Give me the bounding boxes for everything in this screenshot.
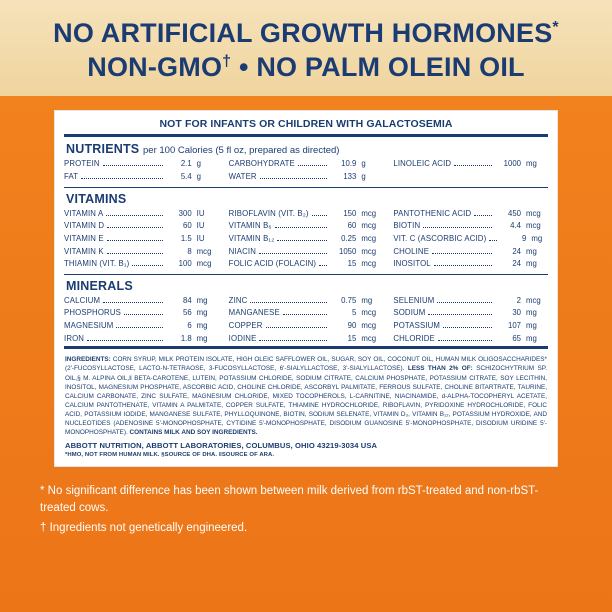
nutrient-value: 100	[178, 259, 192, 269]
nutrient-unit: g	[361, 159, 366, 169]
nutrient-name: VITAMIN D	[64, 221, 105, 231]
nutrient-value: 450	[508, 208, 522, 218]
leader-dots	[260, 178, 328, 179]
nutrient-name: CHOLINE	[393, 246, 430, 256]
headline-bullet-separator: •	[238, 52, 249, 83]
leader-dots	[443, 327, 492, 328]
nutrient-name: CALCIUM	[64, 295, 101, 305]
nutrient-unit: mg	[196, 321, 208, 331]
leader-dots	[124, 314, 163, 315]
nutrient-unit: mcg	[196, 246, 212, 256]
nutrient-name: VITAMIN B₆	[228, 221, 272, 231]
nutrient-row	[229, 320, 384, 333]
minerals-columns	[64, 295, 548, 346]
leader-dots	[312, 215, 328, 216]
less-than-2-percent-label: LESS THAN 2% OF:	[407, 365, 473, 373]
nutrient-unit: mg	[526, 321, 537, 331]
leader-dots	[107, 253, 163, 254]
nutrient-row	[229, 333, 384, 346]
nutrient-value: 6	[187, 321, 192, 331]
panel-divider-ingredients	[64, 346, 548, 349]
nutrient-unit: g	[196, 172, 202, 182]
nutrient-name: POTASSIUM	[393, 321, 441, 331]
manufacturer-address-footnotes: *HMO, NOT FROM HUMAN MILK. §SOURCE OF DHA. ‖SOURCE OF ARA.	[65, 452, 275, 459]
nutrient-name: SODIUM	[393, 308, 426, 318]
nutrient-name: WATER	[228, 172, 257, 182]
nutrient-name: FOLIC ACID (FOLACIN)	[228, 259, 317, 269]
ingredients-body: CORN SYRUP, MILK PROTEIN ISOLATE, HIGH OLEIC SAFFLOWER OIL, SUGAR, SOY OIL, COCONUT OIL, HUMAN MILK OLIGOSACCHARIDES* (2'-FUCOSYLLACTOSE, LACTO-N-TETRAOSE, 3-FUCOSYLLACTOSE, 6'-SIALYLLACTOSE, 3'-SIALYLLACTOSE).	[65, 356, 547, 373]
nutrient-row	[64, 246, 219, 259]
nutrient-name: PHOSPHORUS	[64, 308, 121, 318]
nutrient-value: 5.4	[180, 172, 192, 182]
ingredients-label: INGREDIENTS:	[65, 356, 111, 364]
nutrient-unit: mcg	[361, 233, 377, 243]
nutrient-value: 2.1	[180, 159, 192, 169]
leader-dots	[428, 314, 492, 315]
nutrient-value: 150	[343, 208, 357, 218]
headline-asterisk: *	[552, 19, 559, 36]
nutrient-unit: mg	[531, 233, 543, 243]
nutrient-value: 1.5	[180, 233, 192, 243]
vitamins-column-1	[64, 208, 219, 271]
leader-dots	[432, 253, 492, 254]
galactosemia-warning: NOT FOR INFANTS OR CHILDREN WITH GALACTOSEMIA	[159, 118, 453, 131]
nutrients-column-1	[64, 158, 219, 183]
nutrient-unit: mg	[526, 333, 537, 343]
minerals-section-heading	[64, 278, 548, 295]
vitamins-column-2	[229, 208, 384, 271]
nutrient-unit: mg	[526, 259, 537, 269]
headline-line-1	[10, 18, 602, 48]
nutrient-value: 9	[521, 233, 527, 243]
nutrient-row	[393, 246, 548, 259]
nutrient-unit: mg	[196, 308, 208, 318]
nutrient-value: 10.9	[341, 159, 357, 169]
nutrient-name: VITAMIN B₁₂	[228, 233, 275, 243]
less-than-2-percent-body: SCHIZOCHYTRIUM SP. OIL,§ M. ALPINA OIL,‖ BETA-CAROTENE, LUTEIN, POTASSIUM CHLORIDE, SODIUM CITRATE, CALCIUM PHOSPHATE, POTASSIUM CITRATE, SOY LECITHIN, INOSITOL, MAGNESIUM PHOSPHATE, ASCORBIC ACID, CHOLINE CHLORIDE, ASCORBYL PALMITATE, FERROUS SULFATE, CHOLINE BITARTRATE, TAURINE, CALCIUM CARBONATE, ZINC SULFATE, MAGNESIUM CHLORIDE, MIXED TOCOPHEROLS, L-CARNITINE, NIACINAMIDE, d-ALPHA-TOCOPHERYL ACETATE, CALCIUM PANTOTHENATE, VITAMIN A PALMITATE, COPPER SULFATE, THIAMINE HYDROCHLORIDE, RIBOFLAVIN, PYRIDOXINE HYDROCHLORIDE, FOLIC ACID, POTASSIUM IODIDE, MANGANESE SULFATE, PHYLLOQUINONE, BIOTIN, SODIUM SELENATE, VITAMIN D₃, VITAMIN B₁₂, POTASSIUM HYDROXIDE, AND NUCLEOTIDES (ADENOSINE 5'-MONOPHOSPHATE, CYTIDINE 5'-MONOPHOSPHATE, DISODIUM GUANOSINE 5'-MONOPHOSPHATE, DISODIUM URIDINE 5'-MONOPHOSPHATE).	[65, 365, 547, 437]
nutrition-panel-wrapper	[0, 96, 612, 467]
headline-dagger: †	[222, 53, 232, 71]
nutrient-unit: mg	[526, 308, 537, 318]
leader-dots	[87, 340, 163, 341]
leader-dots	[103, 302, 163, 303]
panel-divider-vitamins-minerals	[64, 274, 548, 275]
nutrient-row	[229, 220, 384, 233]
ingredients-text	[64, 353, 548, 437]
nutrient-unit: mcg	[526, 221, 541, 231]
nutrient-value: 1.8	[180, 333, 192, 343]
leader-dots	[81, 178, 163, 179]
nutrient-value: 56	[182, 308, 192, 318]
nutrient-unit: mcg	[361, 221, 377, 231]
nutrient-row	[64, 158, 219, 171]
nutrient-value: 0.25	[341, 233, 357, 243]
nutrient-value: 5	[352, 308, 357, 318]
nutrients-section-heading	[64, 141, 548, 158]
nutrient-row	[229, 246, 384, 259]
nutrient-value: 15	[347, 333, 357, 343]
leader-dots	[132, 265, 162, 266]
nutrient-row	[393, 220, 548, 233]
leader-dots	[434, 265, 492, 266]
leader-dots	[438, 340, 492, 341]
nutrient-value: 65	[512, 333, 522, 343]
minerals-column-2	[229, 295, 384, 346]
nutrient-row	[393, 258, 548, 271]
nutrient-value: 15	[347, 259, 357, 269]
nutrition-panel	[54, 110, 558, 467]
nutrient-value: 1000	[503, 159, 522, 169]
nutrient-unit: mcg	[361, 333, 377, 343]
nutrients-heading-text: NUTRIENTS	[66, 142, 140, 157]
nutrient-unit: IU	[196, 233, 205, 243]
nutrients-columns	[64, 158, 548, 183]
nutrient-value: 107	[508, 321, 522, 331]
leader-dots	[489, 240, 497, 241]
headline-line-1-text: NO ARTIFICIAL GROWTH HORMONES	[53, 18, 553, 48]
nutrients-column-3	[393, 158, 548, 183]
headline-non-gmo: NON-GMO	[87, 52, 223, 83]
nutrient-row	[393, 333, 548, 346]
minerals-column-1	[64, 295, 219, 346]
nutrient-row	[229, 295, 384, 308]
nutrient-name: MAGNESIUM	[64, 321, 114, 331]
nutrient-unit: mcg	[526, 208, 541, 218]
nutrient-value: 30	[512, 308, 522, 318]
nutrient-unit: mg	[526, 159, 537, 169]
nutrient-row	[393, 233, 548, 246]
manufacturer-address: ABBOTT NUTRITION, ABBOTT LABORATORIES, COLUMBUS, OHIO 43219-3034 USA	[65, 441, 378, 451]
nutrient-name: IODINE	[228, 333, 257, 343]
nutrients-heading-subtext: per 100 Calories (5 fl oz, prepared as directed)	[143, 145, 340, 157]
nutrient-value: 0.75	[341, 295, 357, 305]
nutrient-value: 90	[347, 321, 357, 331]
nutrient-name: RIBOFLAVIN (VIT. B₂)	[228, 208, 309, 218]
nutrient-row	[64, 220, 219, 233]
nutrient-name: VIT. C (ASCORBIC ACID)	[393, 233, 487, 243]
nutrient-unit: mg	[526, 246, 537, 256]
nutrient-row	[64, 307, 219, 320]
leader-dots	[259, 340, 327, 341]
nutrient-unit: g	[361, 172, 366, 182]
nutrient-value: 133	[343, 172, 357, 182]
nutrient-unit: mg	[196, 295, 208, 305]
nutrient-row	[229, 158, 384, 171]
nutrient-value: 60	[347, 221, 357, 231]
nutrient-name: CHLORIDE	[393, 333, 435, 343]
nutrient-name: MANGANESE	[228, 308, 280, 318]
minerals-heading-text: MINERALS	[66, 278, 133, 293]
nutrient-value: 300	[178, 208, 192, 218]
leader-dots	[474, 215, 492, 216]
footnote-dagger: † Ingredients not genetically engineered.	[40, 521, 248, 534]
nutrient-name: NIACIN	[228, 246, 256, 256]
leader-dots	[250, 302, 327, 303]
nutrient-value: 84	[182, 295, 192, 305]
nutrient-name: COPPER	[228, 321, 263, 331]
nutrient-value: 60	[182, 221, 192, 231]
nutrient-unit: g	[196, 159, 202, 169]
nutrient-row	[64, 171, 219, 184]
nutrient-name: FAT	[64, 172, 79, 182]
headline-line-2	[10, 52, 602, 82]
nutrient-unit: mcg	[196, 259, 212, 269]
leader-dots	[103, 165, 163, 166]
nutrient-row	[64, 258, 219, 271]
nutrient-value: 24	[512, 246, 522, 256]
leader-dots	[266, 327, 328, 328]
nutrient-row	[229, 258, 384, 271]
nutrient-row	[393, 295, 548, 308]
nutrient-name: THIAMIN (VIT. B₁)	[64, 259, 130, 269]
nutrient-row	[64, 333, 219, 346]
headline-no-palm-olein: NO PALM OLEIN OIL	[256, 52, 525, 83]
leader-dots	[107, 240, 163, 241]
nutrient-name: PROTEIN	[64, 159, 100, 169]
nutrient-row	[229, 307, 384, 320]
nutrient-unit: mcg	[361, 321, 377, 331]
nutrient-name: IRON	[64, 333, 85, 343]
leader-dots	[437, 302, 492, 303]
nutrient-row	[229, 171, 384, 184]
nutrient-row	[229, 208, 384, 221]
headline-band	[0, 0, 612, 96]
leader-dots	[106, 215, 162, 216]
footnotes	[0, 467, 612, 537]
nutrient-name: LINOLEIC ACID	[393, 159, 452, 169]
vitamins-heading-text: VITAMINS	[66, 191, 127, 206]
nutrient-name: PANTOTHENIC ACID	[393, 208, 472, 218]
nutrient-name: ZINC	[228, 295, 248, 305]
vitamins-column-3	[393, 208, 548, 271]
leader-dots	[283, 314, 327, 315]
nutrient-value: 4.4	[510, 221, 522, 231]
leader-dots	[107, 227, 162, 228]
leader-dots	[277, 240, 327, 241]
nutrient-row	[393, 158, 548, 171]
nutrient-row	[229, 233, 384, 246]
nutrient-unit: IU	[196, 208, 205, 218]
nutrient-row	[393, 307, 548, 320]
nutrient-unit: mg	[361, 295, 373, 305]
vitamins-columns	[64, 208, 548, 271]
nutrient-value: 8	[187, 246, 192, 256]
nutrient-unit: mcg	[361, 259, 377, 269]
nutrient-row	[393, 320, 548, 333]
nutrient-name: CARBOHYDRATE	[228, 159, 295, 169]
leader-dots	[116, 327, 162, 328]
nutrient-row	[64, 320, 219, 333]
contains-allergens: CONTAINS MILK AND SOY INGREDIENTS.	[127, 429, 258, 437]
nutrient-unit: IU	[196, 221, 205, 231]
leader-dots	[454, 165, 492, 166]
nutrient-row	[64, 233, 219, 246]
nutrient-value: 2	[516, 295, 522, 305]
nutrient-unit: mcg	[526, 295, 541, 305]
nutrient-name: VITAMIN K	[64, 246, 104, 256]
nutrient-unit: mg	[196, 333, 208, 343]
leader-dots	[298, 165, 327, 166]
nutrient-name: VITAMIN A	[64, 208, 104, 218]
nutrient-name: INOSITOL	[393, 259, 431, 269]
leader-dots	[259, 253, 327, 254]
nutrient-unit: mcg	[361, 246, 377, 256]
nutrient-name: BIOTIN	[393, 221, 421, 231]
minerals-column-3	[393, 295, 548, 346]
footnote-asterisk: * No significant difference has been shown between milk derived from rbST-treated and non-rbST-treated cows.	[40, 485, 539, 515]
nutrient-unit: mcg	[361, 208, 377, 218]
leader-dots	[319, 265, 327, 266]
vitamins-section-heading	[64, 191, 548, 208]
nutrient-row	[64, 208, 219, 221]
nutrient-unit: mcg	[361, 308, 377, 318]
nutrient-value: 24	[512, 259, 522, 269]
nutrient-name: SELENIUM	[393, 295, 435, 305]
leader-dots	[423, 227, 492, 228]
nutrient-row	[393, 208, 548, 221]
nutrient-row	[64, 295, 219, 308]
panel-divider-thick	[64, 134, 548, 137]
panel-divider-nutrients-vitamins	[64, 187, 548, 188]
nutrient-value: 1050	[338, 246, 357, 256]
leader-dots	[275, 227, 328, 228]
nutrient-name: VITAMIN E	[64, 233, 104, 243]
nutrients-column-2	[229, 158, 384, 183]
